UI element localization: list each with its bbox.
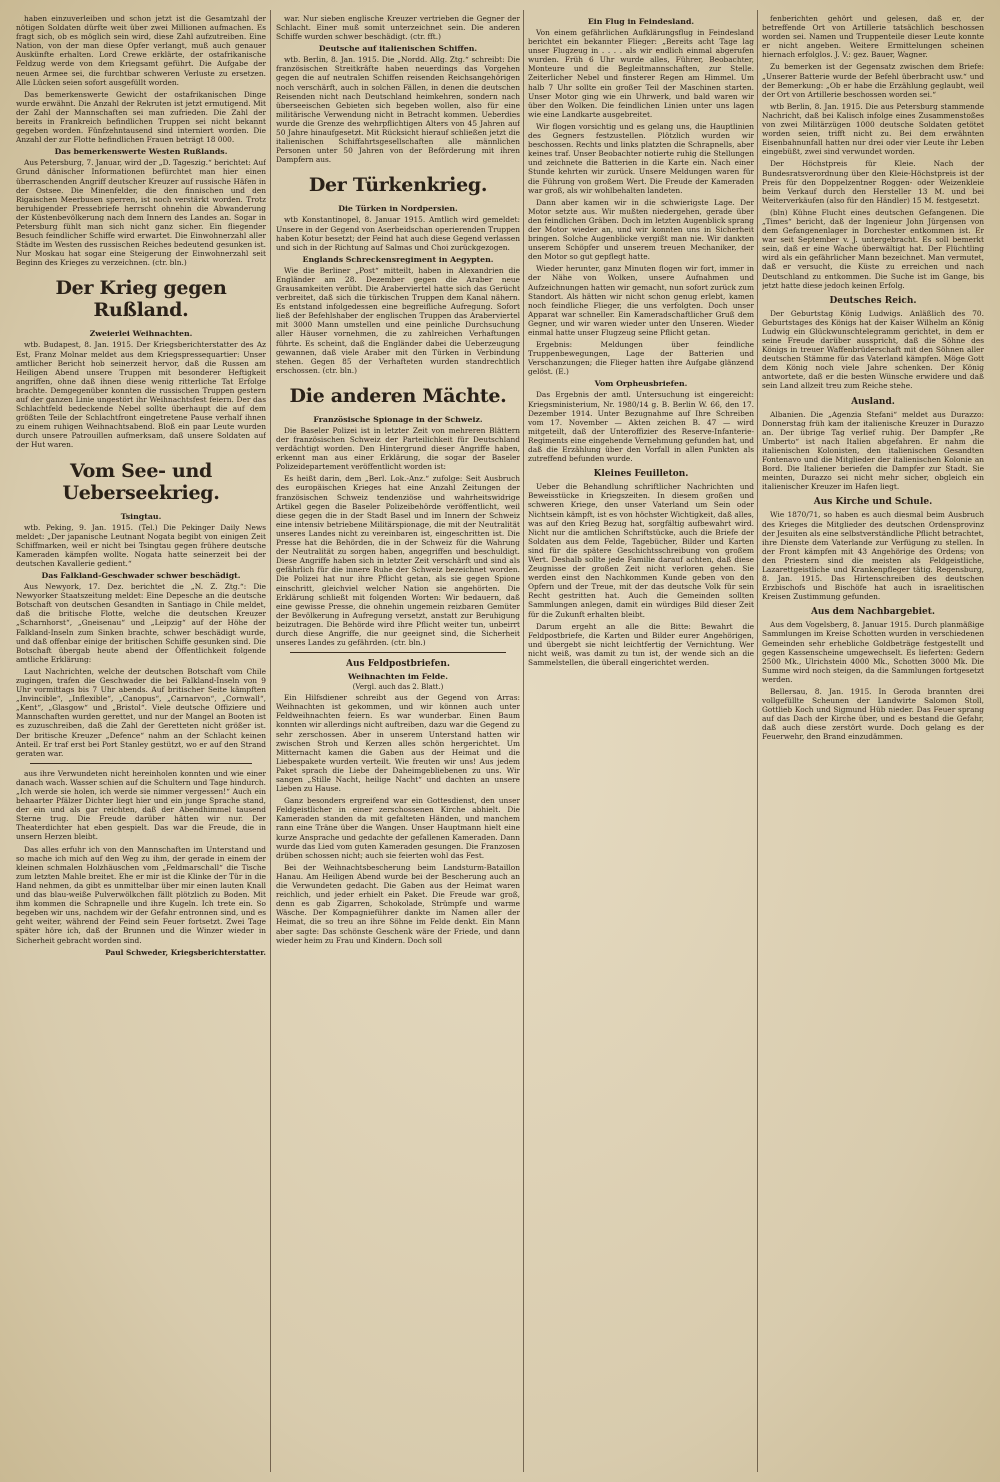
subheading: Vom Orpheusbriefen.	[594, 379, 688, 389]
column-2	[276, 14, 520, 1474]
paragraph: Wir flogen vorsichtig und es gelang uns, die Hauptlinien des Gegners festzustellen. Plötzlich wurden wir beschossen. Rechts und links platzten die Schrapnells, aber keines traf. Unser Beobachter notierte ruhig die Stellungen und zeichnete die Batterien in die Karte ein. Nach einer Stunde kehrten wir zurück. Unsere Meldungen waren für die Führung von großem Wert. Die Freude der Kameraden war groß, als wir wohlbehalten landeten.	[528, 121, 754, 195]
section-heading-feldpost: Aus Feldpostbriefen.	[345, 659, 451, 670]
subheading: Weihnachten im Felde.	[348, 672, 448, 682]
paragraph: Aus Petersburg, 7. Januar, wird der „D. Tageszig.“ berichtet: Auf Grund dänischer Informationen befürchtet man hier einen überraschenden Angriff deutscher Kreuzer auf russische Häfen in der Ostsee. Die Minenfelder, die den finnischen und den Rigaischen Meerbusen sperren, ist noch verstärkt worden. Trotz beruhigender Pressebriefe herrscht ohnehin die Abwanderung der Küstenbevölkerung nach dem Innern des Landes an. Sogar in Petersburg fühlt man sich nicht ganz sicher. Ein fliegender Besuch feindlicher Schiffe wird erwartet. Die Einwohnerzahl aller Städte im Westen des russischen Reiches bedeutend gesunken ist. Nur Moskau hat sogar eine Steigerung der Einwohnerzahl seit Beginn des Krieges zu verzeichnen. (ctr. bln.)	[16, 158, 266, 268]
paragraph: wtb Konstantinopel, 8. Januar 1915. Amtlich wird gemeldet: Unsere in der Gegend von Aserbeidschan operierenden Truppen haben Kotur besetzt; der Feind hat auch diese Gegend verlassen und sich in der Richtung auf Salmas und Choi zurückgezogen.	[276, 215, 520, 252]
paragraph: aus ihre Verwundeten nicht hereinholen konnten und wie einer danach wach. Wasser schien auf die Schultern und Tage hindurch. „Ich werde sie holen, ich werde sie nimmer vergessen!“ Auch ein behaarter Pfälzer Dichter liegt hier und ein junge Sprache stand, der ein und als gar reichten, daß der Abendhimmel tausend Sterne trug. Die Freude darüber hätten wir nur. Der Theaterdichter hat eben gespielt. Das war die Freude, die in unsern Herzen bleibt.	[16, 768, 266, 842]
column-rule	[270, 10, 271, 1472]
paragraph: wtb. Budapest, 8. Jan. 1915. Der Kriegsberichterstatter des Az Est, Franz Molnar meldet aus dem Kriegspressequartier: Unser amtlicher Bericht hob seinerzeit hervor, daß die Russen am Heiligen Abend unsere Truppen mit besonderer Heftigkeit angriffen, ohne daß ihnen diese wenig ritterliche Tat Erfolge brachte. Demgegenüber konnten die russischen Truppen gestern auf der ganzen Linie ungestört ihr Weihnachtsfest feiern. Der das Schlachtfeld bedeckende Nebel sollte überhaupt die auf dem größten Teile der Schlachtfront eingetretene Pause verhalf ihnen zu einem ruhigen Weihnachtsabend. Bloß ein paar Leute wurden durch unsere Patrouillen aufmerksam, daß unsere Soldaten auf der Hut waren.	[16, 340, 266, 450]
paragraph: Wie 1870/71, so haben es auch diesmal beim Ausbruch des Krieges die Mitglieder des deutschen Ordensprovinz der Jesuiten als eine selbstverständliche Pflicht betrachtet, ihre Dienste dem Vaterlande zur Verfügung zu stellen. In der Front kämpfen mit 43 Angehörige des Ordens; von den Priestern sind die meisten als Feldgeistliche, Lazarettgeistliche und Krankenpfleger tätig. Regensburg, 8. Jan. 1915. Das Hirtenschreiben des deutschen Erzbischofs und Bischöfe hat auch in israelitischen Kreisen Zustimmung gefunden.	[762, 510, 984, 602]
paragraph: Der Höchstpreis für Kleie. Nach der Bundesratsverordnung über den Kleie-Höchstpreis ist der Preis für den Doppelzentner Roggen- oder Weizenkleie beim Verkauf durch den Hersteller 13 M. und bei Weiterverkäufen (also für den Händler) 15 M. festgesetzt.	[762, 159, 984, 205]
paragraph: Das alles erfuhr ich von den Mannschaften im Unterstand und so mache ich mich auf den Weg zu ihm, der gerade in einem der kleinen schmalen Holzhäuschen vom „Feldmarschall“ die Tische zum letzten Mahle breitet. Ehe er mir ist die Klinke der Tür in die Hand nehmen, da gibt es unmittelbar über mir einen lauten Knall und das blau-weiße Pulverwölkchen fällt plötzlich zu Boden. Mit ihm kommen die Schrapnelle und ihre Kugeln. Ich trete ein. So begeben wir uns, nachdem wir der Gefahr entronnen sind, und es geht weiter, während der Feind sein Feuer fortsetzt. Zwei Tage später höre ich, daß der Brunnen und die Winzer wieder in Sicherheit gebracht worden sind.	[16, 844, 266, 945]
subheading: Ein Flug in Feindesland.	[587, 17, 695, 26]
divider	[290, 652, 506, 653]
section-heading-see: Vom See- und Ueberseekrieg.	[62, 459, 220, 504]
section-heading-kirche: Aus Kirche und Schule.	[813, 497, 933, 508]
subheading-note: (Vergl. auch das 2. Blatt.)	[352, 683, 444, 692]
paragraph: (bln) Kühne Flucht eines deutschen Gefangenen. Die „Times“ bericht, daß der Ingenieur John Jürgensen von dem Gefangenenlager in Dorchester entkommen ist. Er war seit September v. J. untergebracht. Es soll bemerkt sein, daß er eine Wache überwältigt hat. Der Flüchtling wird als ein gefährlicher Mann bezeichnet. Man vermutet, daß er versucht, die Küste zu erreichen und nach Deutschland zu entkommen. Die Suche ist im Gange, bis jetzt hatte diese jedoch keinen Erfolg.	[762, 207, 984, 290]
section-heading-maechte: Die anderen Mächte.	[289, 384, 507, 407]
divider	[30, 763, 252, 764]
paragraph: Das Ergebnis der amtl. Untersuchung ist eingereicht: Kriegsministerium, Nr. 1980/14 g. B. Berlin W. 66, den 17. Dezember 1914. Unter Bezugnahme auf Ihre Schreiben vom 17. November — Akten zeichen B. 47 — wird mitgeteilt, daß der Unteroffizier des Reserve-Infanterie-Regiments eine eingehende Vernehmung gefunden hat, und daß die Erzählung über den Vorfall in allen Punkten als zutreffend befunden wurde.	[528, 390, 754, 464]
paragraph: Aus Newyork, 17. Dez. berichtet die „N. Z. Ztg.“: Die Newyorker Staatszeitung meldet: Eine Depesche an die deutsche Botschaft von deutschen Gesandten in Santiago in Chile meldet, daß die britische Flotte, welche die deutschen Kreuzer „Scharnhorst“, „Gneisenau“ und „Leipzig“ auf der Höhe der Falkland-Inseln zum Sinken brachte, schwer beschädigt wurde, und daß offenbar einige der britischen Schiffe gesunken sind. Die Botschaft übergab heute abend der Öffentlichkeit folgende amtliche Erklärung:	[16, 582, 266, 664]
section-heading-nachbar: Aus dem Nachbargebiet.	[810, 607, 936, 618]
paragraph: Die Baseler Polizei ist in letzter Zeit von mehreren Blättern der französischen Schweiz der Parteilichkeit für Deutschland verdächtigt worden. Den Hintergrund dieser Angriffe haben, erkennt man aus einer Erklärung, die sogar der Baseler Polizeidepartement veröffentlicht worden ist:	[276, 425, 520, 472]
section-heading-reich: Deutsches Reich.	[829, 295, 917, 306]
paragraph: Darum ergeht an alle die Bitte: Bewahrt die Feldpostbriefe, die Karten und Bilder eurer Angehörigen, und übergebt sie nicht leichtfertig der Vernichtung. Wer nicht weiß, was damit zu tun ist, der wende sich an die Sammelstellen, die überall eingerichtet werden.	[528, 621, 754, 667]
subheading: Das bemerkenswerte Westen Rußlands.	[54, 147, 228, 157]
paragraph: haben einzuverleiben und schon jetzt ist die Gesamtzahl der nötigen Soldaten dürfte weit über zwei Millionen aufmachen. Es fragt sich, ob es möglich sein wird, diese Zahl aufzutreiben. Eine Nation, von der man diese Opfer verlangt, muß auch genauer Auskünfte erhalten. Lord Crewe erklärte, der ostafrikanische Feldzug werde von dem Kriegsamt geführt. Die Aufgabe der neuen Armee sei, die furchtbar schweren Verluste zu ersetzen. Alle Lücken seien sofort ausgefüllt worden.	[16, 14, 266, 87]
paragraph: Albanien. Die „Agenzia Stefani“ meldet aus Durazzo: Donnerstag früh kam der italienische Kreuzer in Durazzo an. Der übrige Tag verlief ruhig. Der Dampfer „Re Umberto“ ist nach Italien abgefahren. Er nahm die italienischen Kolonisten, den italienischen Gesandten Fontenavo und die Mitglieder der italienischen Kolonie an Bord. Die Italiener beriefen die Dampfer zur Stadt. Sie meinten, Durazzo sei nicht mehr sicher, obgleich ein italienischer Kreuzer im Hafen liegt.	[762, 409, 984, 492]
subheading: Tsingtau.	[120, 511, 162, 521]
paragraph: Ueber die Behandlung schriftlicher Nachrichten und Beweisstücke in Kriegszeiten. In diesem großen und schweren Kriege, den unser Vaterland um Sein oder Nichtsein kämpft, ist es von höchster Wichtigkeit, daß alles, was auf den Krieg Bezug hat, sorgfältig aufbewahrt wird. Nicht nur die amtlichen Schriftstücke, auch die Briefe der Soldaten aus dem Felde, Tagebücher, Bilder und Karten sind für die spätere Geschichtsschreibung von großem Wert. Deshalb sollte jede Familie darauf achten, daß diese Zeugnisse der großen Zeit nicht verloren gehen. Sie werden einst den Nachkommen Kunde geben von den Opfern und der Treue, mit der das deutsche Volk für sein Recht gestritten hat. Auch die Gemeinden sollten Sammlungen anlegen, damit ein würdiges Bild dieser Zeit für die Zukunft erhalten bleibt.	[528, 482, 754, 619]
subheading: Französische Spionage in der Schweiz.	[313, 414, 483, 424]
paragraph: Dann aber kamen wir in die schwierigste Lage. Der Motor setzte aus. Wir mußten niedergehen, gerade über den feindlichen Gräben. Doch im letzten Augenblick sprang der Motor wieder an, und wir konnten uns in Sicherheit bringen. Solche Augenblicke vergißt man nie. Wir dankten unserem Schöpfer und unserem treuen Mechaniker, der den Motor so gut gepflegt hatte.	[528, 197, 754, 262]
paragraph: Zu bemerken ist der Gegensatz zwischen dem Briefe: „Unserer Batterie wurde der Befehl überbracht usw.“ und der Bemerkung: „Ob er habe die Erzählung geglaubt, weil der Ort von Artillerie beschossen worden sei.“	[762, 62, 984, 99]
paragraph: Ein Hilfsdiener schreibt aus der Gegend von Arras: Weihnachten ist gekommen, und wir können auch unter Feldweihnachten feiern. Es war wunderbar. Einen Baum konnten wir allerdings nicht auftreiben, dazu war die Gegend zu sehr zerschossen. Aber in unserem Unterstand hatten wir zwischen Stroh und Kerzen alles schön hergerichtet. Um Mitternacht kamen die Gaben aus der Heimat und die Liebespakete wurden verteilt. Wie freuten wir uns! Aus jedem Paket sprach die Liebe der Daheimgebliebenen zu uns. Wir sangen „Stille Nacht, heilige Nacht“ und dachten an unsere Lieben zu Hause.	[276, 693, 520, 794]
subheading: Zweierlei Weihnachten.	[89, 329, 193, 339]
section-heading-russland: Der Krieg gegen Rußland.	[55, 277, 227, 322]
column-4	[762, 14, 984, 1474]
paragraph: Laut Nachrichten, welche der deutschen Botschaft vom Chile zugingen, trafen die Geschwader die bei Falkland-Inseln von 9 Uhr vormittags bis 7 Uhr abends. Auf britischer Seite kämpften „Invincible“, „Inflexible“, „Canopus“, „Carnarvon“, „Cornwall“, „Kent“, „Glasgow“ und „Bristol“. Viele deutsche Offiziere und Mannschaften wurden gerettet, und nur der Mangel an Booten ist es zuzuschreiben, daß die Zahl der Geretteten nicht größer ist. Der britische Kreuzer „Defence“ nahm an der Schlacht keinen Anteil. Er traf erst bei Port Stanley gestützt, wo er auf den Strand geraten war.	[16, 666, 266, 758]
section-heading-tuerken: Der Türkenkrieg.	[308, 174, 488, 197]
column-3	[528, 14, 754, 1474]
paragraph: Das bemerkenswerte Gewicht der ostafrikanischen Dinge wurde erwähnt. Die Anzahl der Rekruten ist jetzt ermutigend. Mit der Zahl der Mannschaften sei man zufrieden. Die Zahl der bereits in Frankreich befindlichen Truppen sei nicht bekannt gegeben worden. Fünfzehntausend sind interniert worden. Die Anzahl der zur Flotte befindlichen Frauen beträgt 18 000.	[16, 89, 266, 145]
paragraph: wtb Berlin, 8. Jan. 1915. Die aus Petersburg stammende Nachricht, daß bei Kalisch infolge eines Zusammenstoßes von zwei Militärzügen 1000 deutsche Soldaten getötet worden seien, trifft nicht zu. Bei dem erwähnten Eisenbahnunfall hatten nur drei oder vier Leute ihr Leben eingebüßt, zwei sind verwundet worden.	[762, 101, 984, 157]
paragraph: wtb. Berlin, 8. Jan. 1915. Die „Nordd. Allg. Ztg.“ schreibt: Die französischen Streitkräfte haben neuerdings das Vorgehen gegen die auf neutralen Schiffen reisenden Reichsangehörigen noch verschärft, auch in solchen Fällen, in denen die deutschen Reisenden nicht nach Deutschland heimkehren, sondern nach überseeischen Gebieten sich begeben wollen, also für eine militärische Verwendung nicht in Betracht kommen. Ueberdies wurde die Grenze des wehrpflichtigen Alters von 45 Jahren auf 50 Jahre hinaufgesetzt. Mit Rücksicht hierauf schließen jetzt die italienischen Schiffahrtsgesellschaften alle männlichen Personen unter 50 Jahren von der Beförderung mit ihren Dampfern aus.	[276, 55, 520, 165]
subheading: Das Falkland-Geschwader schwer beschädigt.	[41, 571, 241, 581]
paragraph: wtb. Peking, 9. Jan. 1915. (Tel.) Die Pekinger Daily News meldet: „Der japanische Leutnant Nogata begibt von einigen Zeit Schiffmarken, weil er nicht bei Tsingtau gegen frühere deutsche Kameraden kämpfen wollte. Nogata hatte seinerzeit bei der deutschen Kavallerie gedient.“	[16, 522, 266, 568]
section-heading-feuilleton: Kleines Feuilleton.	[593, 469, 689, 480]
author-signature: Paul Schweder, Kriegsberichterstatter.	[105, 947, 266, 957]
paragraph: Bellersau, 8. Jan. 1915. In Geroda brannten drei vollgefüllte Scheunen der Landwirte Salomon Stoll, Gottlieb Koch und Sigmund Hüb nieder. Das Feuer sprang auf das Dach der Kirche über, und es bestand die Gefahr, daß auch diese zerstört wurde. Doch gelang es der Feuerwehr, den Brand einzudämmen.	[762, 687, 984, 742]
subheading: Deutsche auf italienischen Schiffen.	[318, 44, 478, 54]
column-rule	[757, 10, 758, 1472]
paragraph: fenberichten gehört und gelesen, daß er, der betreffende Ort von Artillerie tatsächlich beschossen worden sei. Namen und Truppenteile dieser Leute konnte er nicht angeben. Weitere Ermittelungen scheinen hiernach erfolglos. J. V.: gez. Bauer, Wagner.	[762, 14, 984, 60]
paragraph: Der Geburtstag König Ludwigs. Anläßlich des 70. Geburtstages des Königs hat der Kaiser Wilhelm an König Ludwig ein Glückwunschtelegramm gerichtet, in dem er seine Freude darüber ausspricht, daß die Söhne des Königs in treuer Waffenbrüderschaft mit den Söhnen aller deutschen Stämme für das Vaterland kämpfen. Möge Gott dem König noch viele Jahre schenken. Der König antwortete, daß er die besten Wünsche erwidere und daß sein Land allzeit treu zum Reiche stehe.	[762, 308, 984, 391]
column-rule	[523, 10, 524, 1472]
subheading: Die Türken in Nordpersien.	[338, 204, 458, 214]
paragraph: Es heißt darin, dem „Berl. Lok.-Anz.“ zufolge: Seit Ausbruch des europäischen Krieges hat eine Anzahl Zeitungen der französischen Schweiz tendenziöse und wahrheitswidrige Artikel gegen die Baseler Polizeibehörde veröffentlicht, weil diese gegen die in der Stadt Basel und im Innern der Schweiz eine intensiv betriebene Militärspionage, die mit der Neutralität unseres Landes nicht zu vereinbaren ist, eingeschritten ist. Die Presse hat die Behörden, die in der Schweiz für die Wahrung der Neutralität zu sorgen haben, angegriffen und beschuldigt. Diese Angriffe haben sich in letzter Zeit verschärft und sind als gefährlich für die innere Ruhe der Schweiz bezeichnet worden. Die Polizei hat nur ihre Pflicht getan, als sie gegen Spione einschritt, gleichviel welcher Nation sie angehörten. Die Erklärung schließt mit folgenden Worten: Wir bedauern, daß eine gewisse Presse, die ohnehin ungemein reizbaren Gemüter der Bevölkerung in Aufregung versetzt, anstatt zur Beruhigung beizutragen. Die Behörde wird ihre Pflicht weiter tun, unbeirrt durch diese Angriffe, die nur geeignet sind, die Sicherheit unseres Landes zu gefährden. (ctr. bln.)	[276, 474, 520, 648]
paragraph: Bei der Weihnachtsbescherung beim Landsturm-Bataillon Hanau. Am Heiligen Abend wurde bei der Bescherung auch an die Verwundeten gedacht. Die Gaben aus der Heimat waren reichlich, und jeder erhielt ein Paket. Die Freude war groß, denn es gab Zigarren, Schokolade, Strümpfe und warme Wäsche. Der Kompagnieführer dankte im Namen aller der Heimat, die so treu an ihre Söhne im Felde denkt. Ein Mann aber sagte: Das schönste Geschenk wäre der Friede, und dann wieder heim zu Frau und Kindern. Doch soll	[276, 862, 520, 945]
paragraph: Wieder herunter, ganz Minuten flogen wir fort, immer in der Nähe von Wolken, unsere Aufnahmen und Aufzeichnungen hatten wir gemacht, nun sofort zurück zum Standort. Als hätten wir nicht schon genug erlebt, kamen noch feindliche Flieger, die uns verfolgten. Doch unser Apparat war schneller. Ein Kameradschaftlicher Gruß dem Gegner, und wir waren wieder unter den Unseren. Wieder einmal hatte unser Flugzeug seine Pflicht getan.	[528, 264, 754, 337]
paragraph: war. Nur sieben englische Kreuzer vertrieben die Gegner der Schlacht. Einer muß somit unterzeichnet sein. Die anderen Schiffe wurden schwer beschädigt. (ctr. fft.)	[276, 14, 520, 42]
column-1	[16, 14, 266, 1474]
paragraph: Von einem gefährlichen Aufklärungsflug in Feindesland berichtet ein bekannter Flieger: „Bereits acht Tage lag unser Flugzeug in . . . . als wir endlich einmal abgerufen wurden. Früh 6 Uhr wurde alles, Führer, Beobachter, Monteure und die Begleitmannschaften, zur Stelle. Zeiterlicher Nebel und finsterer Regen am Himmel. Um halb 7 Uhr sollte ein großer Teil der Maschinen starten. Unser Motor ging wie ein Uhrwerk, und bald waren wir über den Wolken. Die feindlichen Linien unter uns lagen wie eine Landkarte ausgebreitet.	[528, 28, 754, 119]
paragraph: Aus dem Vogelsberg, 8. Januar 1915. Durch planmäßige Sammlungen im Kreise Schotten wurden in verschiedenen Gemeinden sehr erhebliche Goldbeträge festgestellt und gegen Kassenscheine umgewechselt. Es lieferten: Gedern 2500 Mk., Ulrichstein 4000 Mk., Schotten 3000 Mk. Die Summe wird noch steigen, da die Sammlungen fortgesetzt werden.	[762, 620, 984, 684]
paragraph: Ganz besonders ergreifend war ein Gottesdienst, den unser Feldgeistlicher in einer zerschossenen Kirche abhielt. Die Kameraden standen da mit gefalteten Händen, und manchem rann eine Träne über die Wangen. Unser Hauptmann hielt eine kurze Ansprache und gedachte der gefallenen Kameraden. Dann wurde das Lied vom guten Kameraden gesungen. Die Franzosen drüben schossen nicht; auch sie feierten wohl das Fest.	[276, 796, 520, 860]
paragraph: Ergebnis: Meldungen über feindliche Truppenbewegungen, Lage der Batterien und Verschanzungen; die Flieger hatten ihre Aufgabe glänzend gelöst. (E.)	[528, 340, 754, 377]
paragraph: Wie die Berliner „Post“ mitteilt, haben in Alexandrien die Engländer am 28. Dezember gegen die Araber neue Grausamkeiten verübt. Die Araberviertel hatte sich das Gerücht verbreitet, daß sich die türkischen Truppen dem Kanal nähern. Es entstand infolgedessen eine begreifliche Aufregung. Sofort ließ der Befehlshaber der englischen Truppen das Araberviertel mit 3000 Mann umstellen und eine peinliche Durchsuchung aller Häuser vornehmen, die zu zahlreichen Verhaftungen führte. Es scheint, daß die Engländer dabei die Ueberzeugung gewannen, daß viele Araber mit den Türken in Verbindung stehen. Gegen 85 der Verhafteten wurden standrechtlich erschossen. (ctr. bln.)	[276, 265, 520, 375]
subheading: Englands Schreckensregiment in Aegypten.	[302, 254, 494, 264]
section-heading-ausland: Ausland.	[851, 396, 895, 407]
